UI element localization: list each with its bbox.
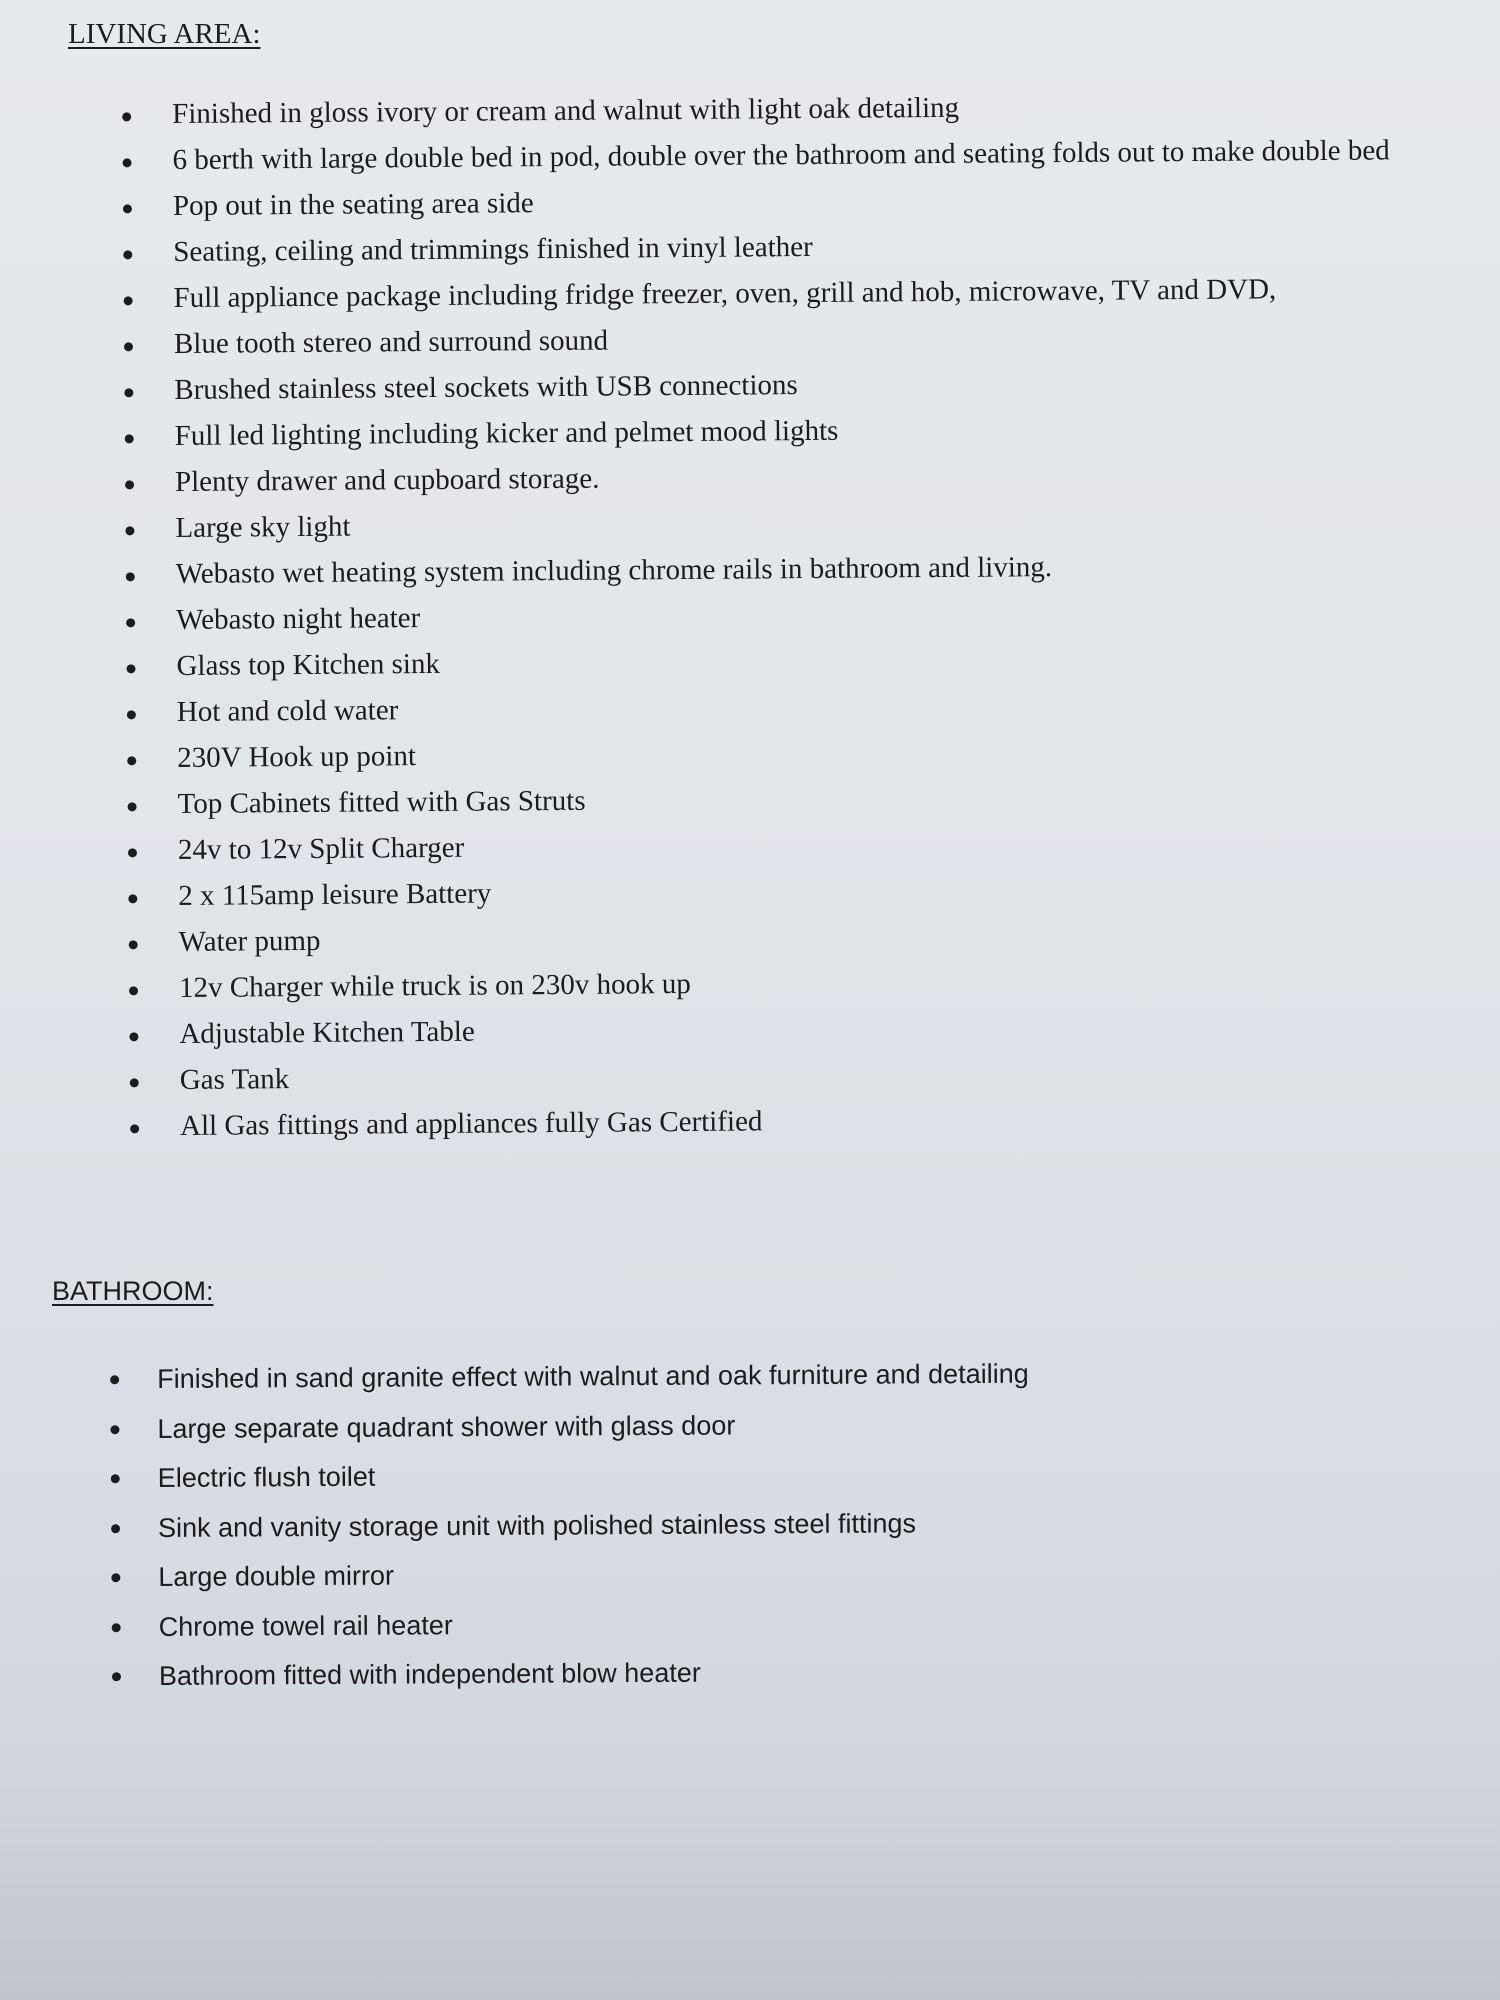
list-item: Water pump xyxy=(179,911,1429,967)
list-item: Large double mirror xyxy=(158,1546,1358,1603)
list-item: Pop out in the seating area side xyxy=(173,175,1423,231)
list-item: 2 x 115amp leisure Battery xyxy=(178,865,1428,921)
list-item: Sink and vanity storage unit with polished stainless steel fittings xyxy=(158,1496,1358,1553)
list-item: Glass top Kitchen sink xyxy=(176,635,1426,691)
list-item: Electric flush toilet xyxy=(158,1447,1358,1504)
list-item: Finished in gloss ivory or cream and walnut with light oak detailing xyxy=(172,83,1422,139)
list-item: 24v to 12v Split Charger xyxy=(178,819,1428,875)
living-area-list xyxy=(172,83,1430,1151)
list-item: Chrome towel rail heater xyxy=(159,1595,1359,1652)
list-item: Webasto night heater xyxy=(176,589,1426,645)
list-item: 12v Charger while truck is on 230v hook up xyxy=(179,957,1429,1013)
list-item: Hot and cold water xyxy=(177,681,1427,737)
list-item: Top Cabinets fitted with Gas Struts xyxy=(177,773,1427,829)
list-item: Gas Tank xyxy=(180,1049,1430,1105)
list-item: Adjustable Kitchen Table xyxy=(179,1003,1429,1059)
list-item: Webasto wet heating system including chrome rails in bathroom and living. xyxy=(176,543,1426,599)
list-item: Finished in sand granite effect with walnut and oak furniture and detailing xyxy=(157,1348,1357,1405)
list-item: Blue tooth stereo and surround sound xyxy=(174,313,1424,369)
list-item: Plenty drawer and cupboard storage. xyxy=(175,451,1425,507)
bathroom-heading: BATHROOM: xyxy=(52,1276,214,1306)
page-shadow xyxy=(0,1740,1500,2000)
list-item: Large sky light xyxy=(175,497,1425,553)
living-area-heading: LIVING AREA: xyxy=(68,18,261,50)
list-item: Full led lighting including kicker and pelmet mood lights xyxy=(175,405,1425,461)
list-item: Full appliance package including fridge freezer, oven, grill and hob, microwave, TV and DVD, xyxy=(173,267,1423,323)
list-item: Bathroom fitted with independent blow heater xyxy=(159,1645,1359,1702)
list-item: 230V Hook up point xyxy=(177,727,1427,783)
bathroom-list xyxy=(157,1348,1359,1702)
list-item: Large separate quadrant shower with glass door xyxy=(157,1397,1357,1454)
list-item: Brushed stainless steel sockets with USB connections xyxy=(174,359,1424,415)
list-item: Seating, ceiling and trimmings finished in vinyl leather xyxy=(173,221,1423,277)
list-item: 6 berth with large double bed in pod, double over the bathroom and seating folds out to make double bed xyxy=(172,129,1422,185)
list-item: All Gas fittings and appliances fully Gas Certified xyxy=(180,1095,1430,1151)
